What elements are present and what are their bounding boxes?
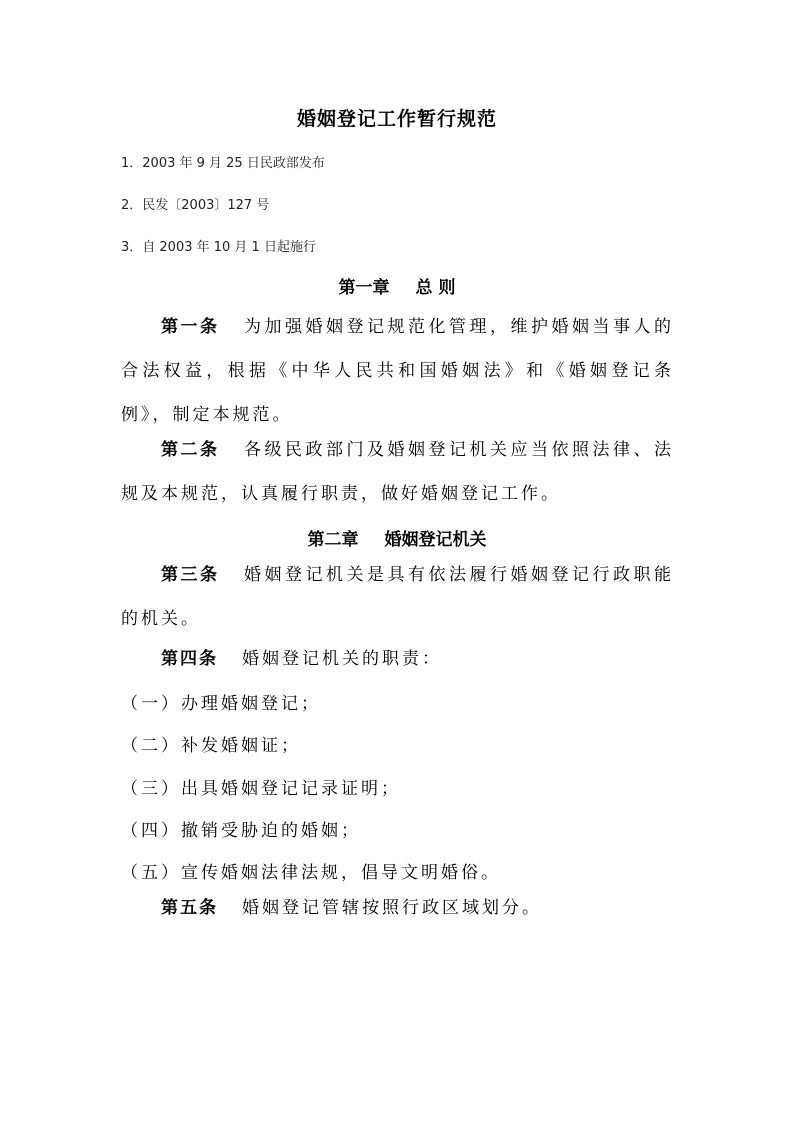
- chapter-1-heading: [0, 273, 794, 298]
- article-1: [121, 305, 674, 437]
- article-5: [121, 886, 674, 930]
- article-label: 第三条: [161, 565, 220, 585]
- article-label: 第四条: [161, 649, 218, 669]
- article-3: [121, 553, 674, 641]
- article-text: 各级民政部门及婚姻登记机关应当依照法律、法规及本规范，认真履行职责，做好婚姻登记工作。: [121, 440, 674, 504]
- chapter-2-heading: [0, 525, 794, 550]
- list-item: （四）撤销受胁迫的婚姻；: [121, 821, 361, 841]
- article-4: [121, 637, 674, 681]
- chapter-number: 第一章: [338, 278, 390, 298]
- list-item: （一）办理婚姻登记；: [121, 694, 321, 714]
- list-item: （五）宣传婚姻法律法规，倡导文明婚俗。: [121, 863, 501, 883]
- list-item: （二）补发婚姻证；: [121, 736, 301, 756]
- list-item: （三）出具婚姻登记记录证明；: [121, 779, 401, 799]
- article-label: 第一条: [161, 317, 220, 337]
- meta-line-2: 2．民发〔2003〕127 号: [121, 198, 270, 213]
- meta-line-3: 3．自 2003 年 10 月 1 日起施行: [121, 240, 316, 255]
- article-2: [121, 428, 674, 516]
- chapter-name: 婚姻登记机关: [384, 530, 487, 550]
- article-label: 第五条: [161, 898, 218, 918]
- chapter-name: 总 则: [415, 278, 456, 298]
- meta-line-1: 1．2003 年 9 月 25 日民政部发布: [121, 156, 325, 171]
- article-text: 婚姻登记机关的职责：: [242, 649, 442, 669]
- article-text: 婚姻登记管辖按照行政区域划分。: [242, 898, 542, 918]
- article-text: 婚姻登记机关是具有依法履行婚姻登记行政职能的机关。: [121, 565, 674, 629]
- article-text: 为加强婚姻登记规范化管理，维护婚姻当事人的合法权益，根据《中华人民共和国婚姻法》和《婚姻登记条例》，制定本规范。: [121, 317, 674, 425]
- chapter-number: 第二章: [307, 530, 359, 550]
- document-title: 婚姻登记工作暂行规范: [296, 108, 497, 130]
- article-label: 第二条: [161, 440, 220, 460]
